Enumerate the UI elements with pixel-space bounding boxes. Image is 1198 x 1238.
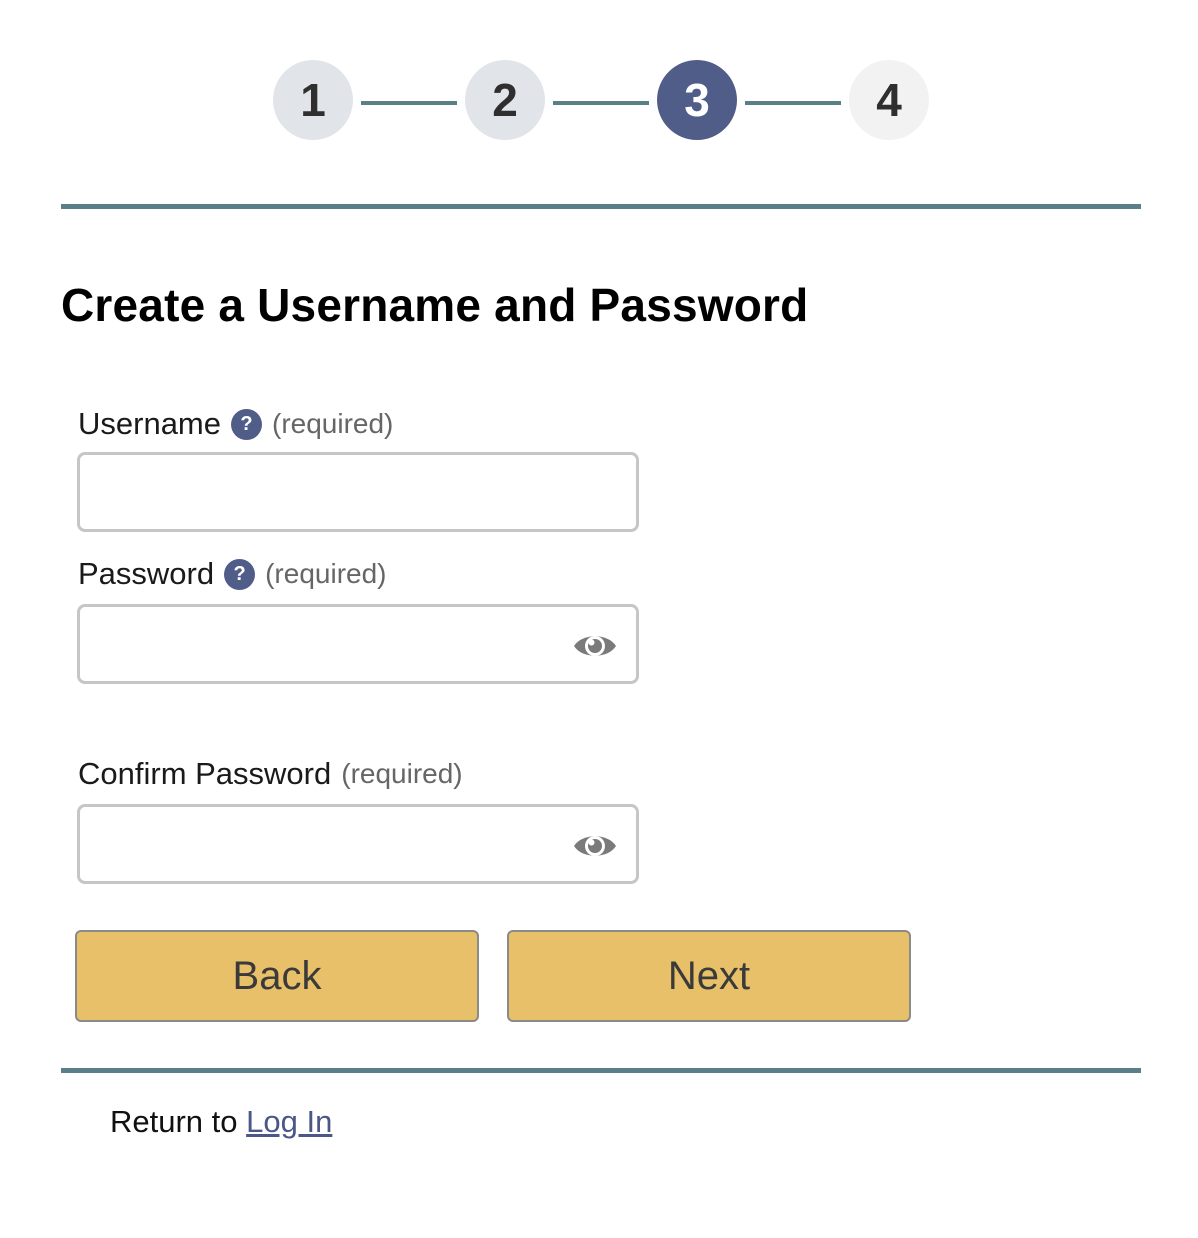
- username-input[interactable]: [80, 455, 636, 529]
- password-input[interactable]: [80, 607, 636, 681]
- eye-icon[interactable]: [572, 829, 618, 863]
- password-label: Password: [78, 556, 215, 591]
- question-circle-icon[interactable]: ?: [224, 559, 255, 590]
- bottom-divider: [61, 1068, 1141, 1073]
- step-3-active: 3: [657, 60, 737, 140]
- username-label: Username: [78, 406, 221, 441]
- back-button[interactable]: Back: [75, 930, 479, 1022]
- log-in-link[interactable]: Log In: [246, 1104, 333, 1139]
- confirm-password-field-container: [77, 804, 639, 884]
- step-connector: [361, 101, 457, 105]
- required-indicator: (required): [341, 758, 463, 789]
- footer-return: [110, 1104, 332, 1140]
- step-2: 2: [465, 60, 545, 140]
- confirm-password-input[interactable]: [80, 807, 636, 881]
- required-indicator: (required): [265, 558, 387, 589]
- progress-stepper: [273, 60, 929, 140]
- required-indicator: (required): [272, 408, 394, 439]
- password-label-row: [78, 556, 387, 592]
- step-1: 1: [273, 60, 353, 140]
- confirm-password-label-row: [78, 756, 463, 792]
- footer-text: Return to: [110, 1104, 238, 1139]
- step-4: 4: [849, 60, 929, 140]
- next-button[interactable]: Next: [507, 930, 911, 1022]
- top-divider: [61, 204, 1141, 209]
- eye-icon[interactable]: [572, 629, 618, 663]
- password-field-container: [77, 604, 639, 684]
- page-title: Create a Username and Password: [61, 279, 809, 331]
- username-label-row: [78, 406, 393, 442]
- question-circle-icon[interactable]: ?: [231, 409, 262, 440]
- username-field-container: [77, 452, 639, 532]
- step-connector: [553, 101, 649, 105]
- confirm-password-label: Confirm Password: [78, 756, 332, 791]
- step-connector: [745, 101, 841, 105]
